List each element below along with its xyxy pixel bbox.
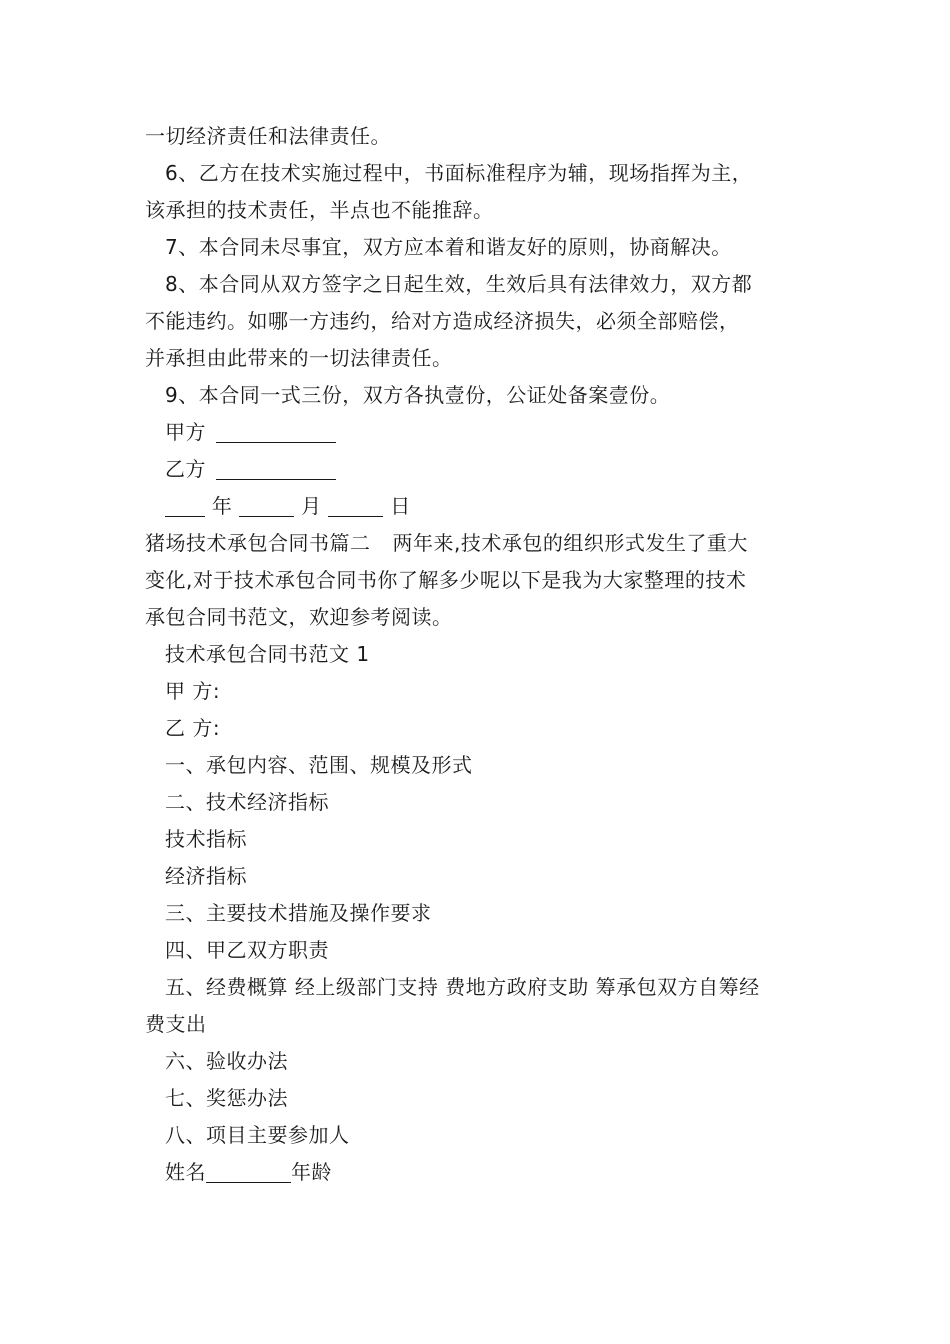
signature-blank [216,457,336,480]
participant-row [145,1154,810,1191]
section-2-title: 猪场技术承包合同书篇二 [145,531,371,555]
list-item: 三、主要技术措施及操作要求 [165,901,432,925]
list-item: 一、承包内容、范围、规模及形式 [165,753,473,777]
list-item: 八、项目主要参加人 [165,1123,350,1147]
list-item: 七、奖惩办法 [165,1086,288,1110]
year-label: 年 [211,494,233,518]
clause-9: 9、本合同一式三份，双方各执壹份，公证处备案壹份。 [165,383,671,407]
clause-8-line-3: 并承担由此带来的一切法律责任。 [145,346,453,370]
list-item: 五、经费概算 经上级部门支持 费地方政府支助 筹承包双方自筹经 [165,975,760,999]
sample-title: 技术承包合同书范文 1 [165,642,370,666]
list-item-continuation: 费支出 [145,1012,207,1036]
clause-8-line-1: 8、本合同从双方签字之日起生效，生效后具有法律效力，双方都 [165,272,753,296]
document-body [145,118,810,1191]
signature-party-a-label: 甲方 [165,420,206,444]
day-label: 日 [390,494,411,518]
clause-7: 7、本合同未尽事宜，双方应本着和谐友好的原则，协商解决。 [165,235,732,259]
section-2-intro-line-2: 变化,对于技术承包合同书你了解多少呢以下是我为大家整理的技术 [145,568,747,592]
party-b-label: 乙 方: [165,716,221,740]
clause-8-line-2: 不能违约。如哪一方违约，给对方造成经济损失，必须全部赔偿， [145,309,740,333]
section-2-intro-line-3: 承包合同书范文，欢迎参考阅读。 [145,605,453,629]
section-2-intro: 两年来,技术承包的组织形式发生了重大 [392,531,748,555]
signature-date [145,488,810,525]
party-a-label: 甲 方: [165,679,221,703]
list-item: 六、验收办法 [165,1049,288,1073]
list-item: 二、技术经济指标 [165,790,329,814]
clause-6-line-2: 该承担的技术责任，半点也不能推辞。 [145,198,494,222]
year-blank [165,494,205,517]
signature-party-b [145,451,810,488]
name-blank [206,1160,291,1183]
signature-party-b-label: 乙方 [165,457,206,481]
section-2-intro-line-1 [145,525,810,562]
name-label: 姓名 [165,1160,206,1184]
month-blank [239,494,294,517]
list-item: 四、甲乙双方职责 [165,938,329,962]
signature-blank [216,420,336,443]
text-line: 一切经济责任和法律责任。 [145,124,391,148]
age-label: 年龄 [291,1160,332,1184]
month-label: 月 [301,494,322,518]
list-item: 技术指标 [165,827,247,851]
list-item: 经济指标 [165,864,247,888]
signature-party-a [145,414,810,451]
day-blank [328,494,383,517]
clause-6-line-1: 6、乙方在技术实施过程中，书面标准程序为辅，现场指挥为主， [165,161,753,185]
